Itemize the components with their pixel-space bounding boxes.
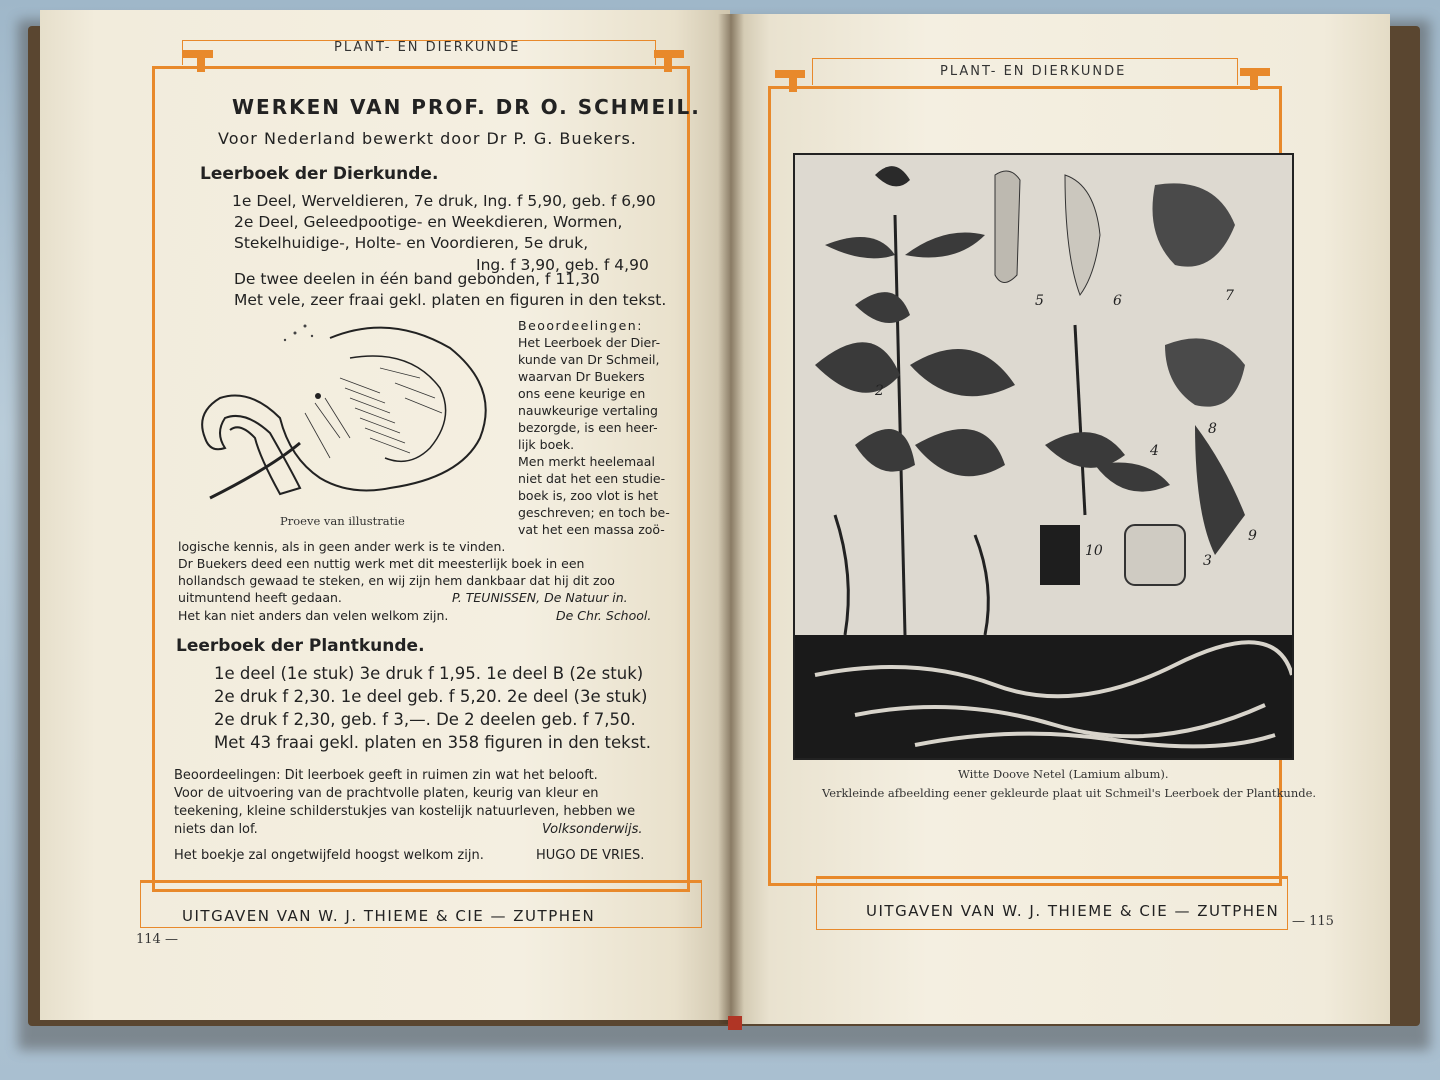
text-line: Stekelhuidige-, Holte- en Voordieren, 5e druk, bbox=[234, 234, 589, 252]
review-line: nauwkeurige vertaling bbox=[518, 403, 658, 418]
review-line: waarvan Dr Buekers bbox=[518, 369, 645, 384]
review-line: Voor de uitvoering van de prachtvolle platen, keurig van kleur en bbox=[174, 786, 599, 801]
review-line: Het Leerboek der Dier- bbox=[518, 335, 661, 350]
text-line: 2e Deel, Geleedpootige- en Weekdieren, Wormen, bbox=[234, 213, 623, 231]
page-number: 114 — bbox=[136, 932, 178, 947]
elephant-illustration bbox=[180, 318, 500, 504]
ornament-icon bbox=[650, 40, 686, 76]
svg-text:9: 9 bbox=[1248, 528, 1257, 544]
review-line: Het kan niet anders dan velen welkom zijn. bbox=[178, 608, 449, 623]
plate-caption: Verkleinde afbeelding eener gekleurde plaat uit Schmeil's Leerboek der Plantkunde. bbox=[822, 786, 1317, 800]
text-line: Met 43 fraai gekl. platen en 358 figuren in den tekst. bbox=[214, 733, 652, 752]
svg-text:5: 5 bbox=[1035, 293, 1044, 309]
svg-text:6: 6 bbox=[1113, 293, 1122, 309]
review-line: teekening, kleine schilderstukjes van kostelijk natuurleven, hebben we bbox=[174, 804, 636, 819]
review-line: ons eene keurige en bbox=[518, 386, 646, 401]
review-line: boek is, zoo vlot is het bbox=[518, 488, 659, 503]
ornament-icon bbox=[183, 40, 219, 76]
review-line: niets dan lof. bbox=[174, 822, 258, 837]
review-line: Dr Buekers deed een nuttig werk met dit meesterlijk boek in een bbox=[178, 556, 585, 571]
review-line: logische kennis, als in geen ander werk is te vinden. bbox=[178, 539, 506, 554]
review-attribution: Volksonderwijs. bbox=[542, 822, 643, 837]
text-line: 1e deel (1e stuk) 3e druk f 1,95. 1e deel B (2e stuk) bbox=[214, 664, 644, 683]
botanical-plate bbox=[793, 153, 1294, 760]
review-line: geschreven; en toch be- bbox=[518, 505, 670, 520]
review-attribution: De Chr. School. bbox=[556, 608, 652, 623]
cover-edge bbox=[1390, 56, 1400, 1016]
svg-text:2: 2 bbox=[875, 383, 884, 399]
svg-text:4: 4 bbox=[1150, 443, 1159, 459]
bookmark-ribbon bbox=[728, 1016, 742, 1030]
review-line: Men merkt heelemaal bbox=[518, 454, 655, 469]
page-number: — 115 bbox=[1292, 914, 1334, 929]
review-line: lijk boek. bbox=[518, 437, 575, 452]
plate-caption: Witte Doove Netel (Lamium album). bbox=[958, 767, 1169, 781]
page-footer: UITGAVEN VAN W. J. THIEME & CIE — ZUTPHEN bbox=[866, 902, 1280, 920]
svg-text:3: 3 bbox=[1203, 553, 1212, 569]
text-line: Ing. f 3,90, geb. f 4,90 bbox=[476, 256, 649, 274]
review-line: Beoordeelingen: Dit leerboek geeft in ruimen zin wat het belooft. bbox=[174, 768, 598, 783]
review-attribution: P. TEUNISSEN, De Natuur in. bbox=[452, 590, 628, 605]
ornament-icon bbox=[1236, 58, 1272, 94]
ornament-icon bbox=[775, 60, 811, 96]
review-line: hollandsch gewaad te steken, en wij zijn hem dankbaar dat hij dit zoo bbox=[178, 573, 615, 588]
svg-text:8: 8 bbox=[1208, 421, 1217, 437]
svg-text:7: 7 bbox=[1225, 288, 1234, 304]
text-line: Met vele, zeer fraai gekl. platen en figuren in den tekst. bbox=[234, 291, 667, 309]
review-line: uitmuntend heeft gedaan. bbox=[178, 590, 342, 605]
page-footer: UITGAVEN VAN W. J. THIEME & CIE — ZUTPHEN bbox=[182, 907, 596, 925]
text-line: 1e Deel, Werveldieren, 7e druk, Ing. f 5,90, geb. f 6,90 bbox=[232, 192, 656, 210]
subtitle: Voor Nederland bewerkt door Dr P. G. Buekers. bbox=[218, 129, 637, 148]
book-spine bbox=[718, 14, 744, 1024]
review-line: Het boekje zal ongetwijfeld hoogst welkom zijn. bbox=[174, 848, 484, 863]
svg-text:10: 10 bbox=[1085, 543, 1103, 559]
review-line: kunde van Dr Schmeil, bbox=[518, 352, 660, 367]
review-line: niet dat het een studie- bbox=[518, 471, 666, 486]
text-line: 2e druk f 2,30, geb. f 3,—. De 2 deelen geb. f 7,50. bbox=[214, 710, 636, 729]
review-attribution: HUGO DE VRIES. bbox=[536, 848, 645, 863]
text-line: 2e druk f 2,30. 1e deel geb. f 5,20. 2e deel (3e stuk) bbox=[214, 687, 648, 706]
page-title: WERKEN VAN PROF. DR O. SCHMEIL. bbox=[232, 95, 701, 119]
section-heading: Leerboek der Plantkunde. bbox=[176, 636, 425, 656]
review-line: Beoordeelingen: bbox=[518, 318, 643, 333]
illustration-caption: Proeve van illustratie bbox=[280, 514, 405, 528]
page-header: PLANT- EN DIERKUNDE bbox=[334, 40, 521, 55]
review-line: bezorgde, is een heer- bbox=[518, 420, 658, 435]
section-heading: Leerboek der Dierkunde. bbox=[200, 164, 439, 184]
text-line: De twee deelen in één band gebonden, f 11,30 bbox=[234, 270, 600, 288]
review-line: vat het een massa zoö- bbox=[518, 522, 665, 537]
page-header: PLANT- EN DIERKUNDE bbox=[940, 64, 1127, 79]
